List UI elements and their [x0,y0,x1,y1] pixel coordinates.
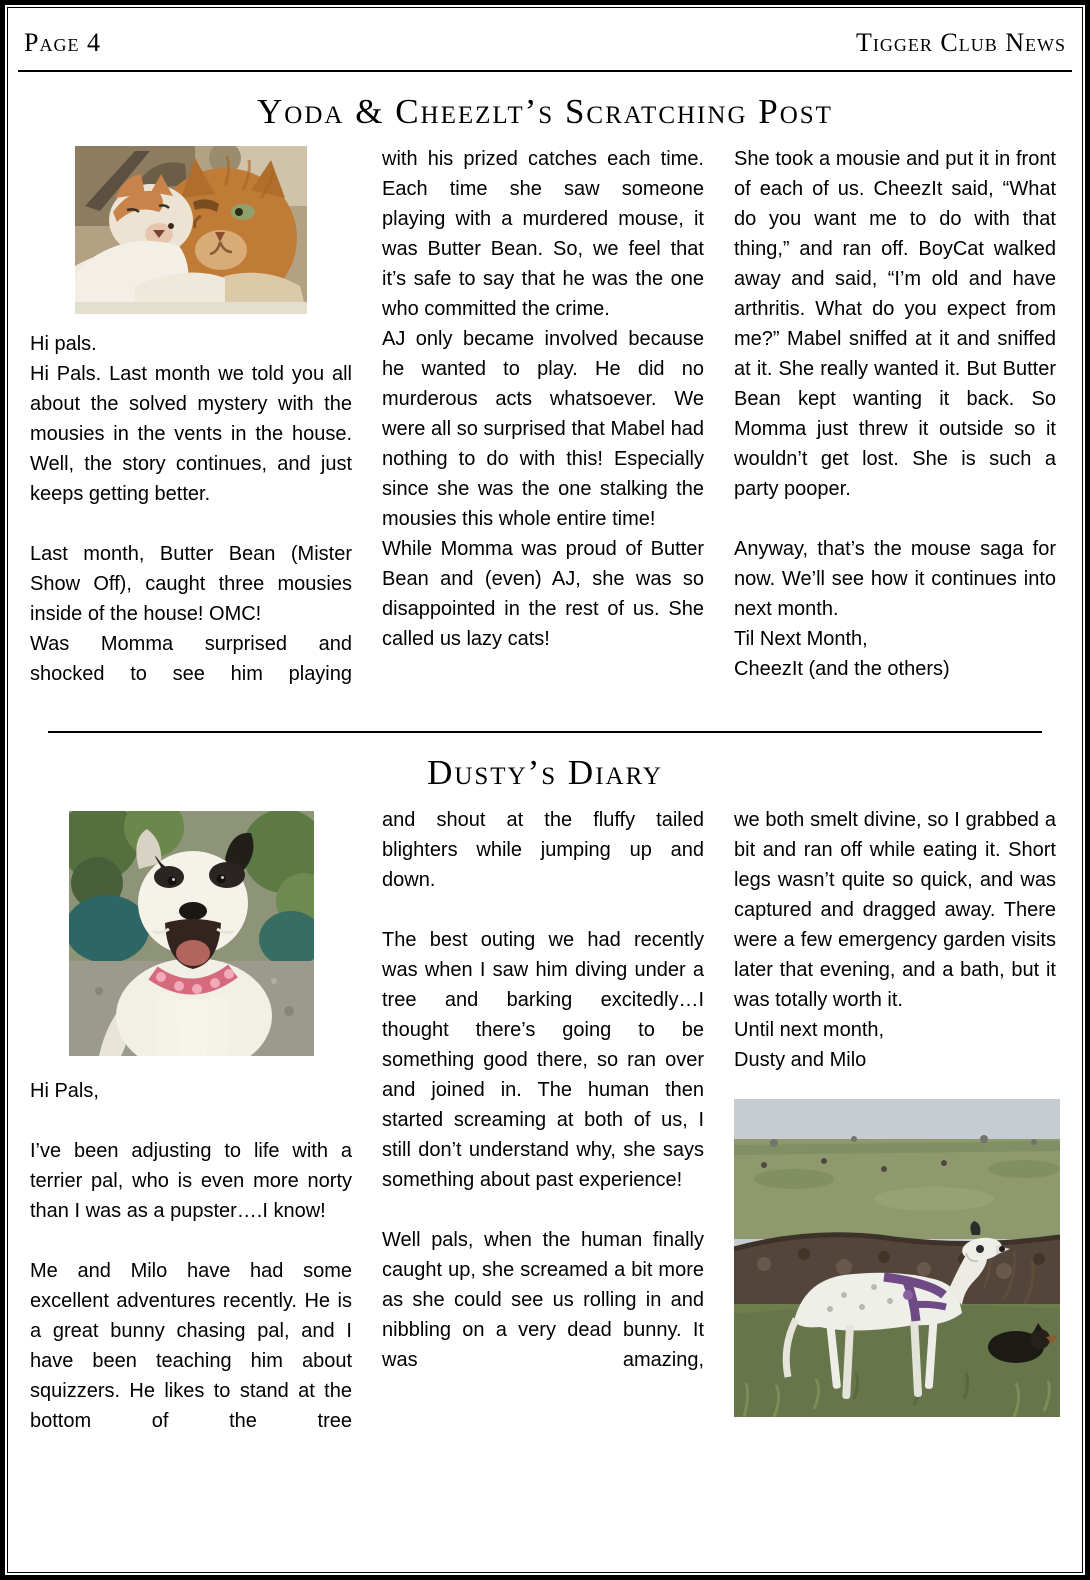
paragraph: Well pals, when the human finally caught up, she screamed a bit more as she could see us rolling in and nibbling on a very dead bunny. It was amazing, [382,1229,704,1371]
page-header [8,8,1082,62]
paragraph: I’ve been adjusting to life with a terrier pal, who is even more norty than I was as a pupster….I know! [30,1140,352,1222]
cats-photo [75,146,307,314]
paragraph: She took a mousie and put it in front of each of us. CheezIt said, “What do you want me to do with that thing,” and ran off. BoyCat walked away and said, “I’m old and have arthritis. What do you expect from me?” Mabel sniffed at it and sniffed at it. She really wanted it. But Butter Bean kept wanting it back. So Momma just threw it outside so it wouldn’t get lost. She is such a party pooper. [734,148,1056,500]
paragraph: and shout at the fluffy tailed blighters while jumping up and down. [382,809,704,891]
article-dustys-diary [8,753,1082,1436]
paragraph: Hi Pals. Last month we told you all about the solved mystery with the mousies in the vents in the house. Well, the story continues, and just keeps getting better. [30,363,352,505]
paragraph: While Momma was proud of Butter Bean and (even) AJ, she was so disappointed in the rest of us. She called us lazy cats! [382,538,704,650]
paragraph: AJ only became involved because he wanted to play. He did no murderous acts whatsoever. We were all so surprised that Mabel had nothing to do with this! Especially since she was the one stalking the mousies this whole entire time! [382,328,704,530]
dusty-photo [69,811,314,1056]
article-title: Dusty’s Diary [427,753,663,792]
paragraph: we both smelt divine, so I grabbed a bit and ran off while eating it. Short legs wasn’t quite so quick, and was captured and dragged away. There were a few emergency garden visits later that evening, and a bath, but it was totally worth it. [734,809,1056,1011]
article-columns [8,805,1082,1436]
paragraph: Hi Pals, [30,1080,99,1102]
paragraph: The best outing we had recently was when I saw him diving under a tree and barking excitedly…I thought there’s going to be something good there, so ran over and joined in. The human then started screaming at both of us, I still don’t understand why, she says something about past experience! [382,929,704,1191]
paragraph: Until next month, [734,1019,885,1041]
paragraph: CheezIt (and the others) [734,658,950,680]
article-title: Yoda & Cheezlt’s Scratching Post [257,92,833,131]
paragraph: with his prized catches each time. Each time she saw someone playing with a murdered mouse, it was Butter Bean. So, we feel that it’s safe to say that he was the one who committed the crime. [382,148,704,320]
newsletter-name: Tigger Club News [856,28,1066,57]
header-rule [18,70,1072,72]
field-walk-photo-graphic [734,1099,1060,1417]
column-3 [734,144,1056,689]
column-1 [30,805,352,1436]
paragraph: Til Next Month, [734,628,868,650]
page-inner-frame [7,7,1083,1573]
field-walk-photo [734,1099,1060,1417]
paragraph: Was Momma surprised and shocked to see him playing [30,633,352,685]
cats-photo-graphic [75,146,307,314]
paragraph: Hi pals. [30,333,97,355]
paragraph: Last month, Butter Bean (Mister Show Off), caught three mousies inside of the house! OMC! [30,543,352,625]
paragraph: Me and Milo have had some excellent adventures recently. He is a great bunny chasing pal, and I have been teaching him about squizzers. He likes to stand at the bottom of the tree [30,1260,352,1432]
column-2 [382,144,704,689]
column-3 [734,805,1056,1436]
page-number: Page 4 [24,28,101,57]
article-columns [8,144,1082,689]
paragraph: Anyway, that’s the mouse saga for now. We’ll see how it continues into next month. [734,538,1056,620]
column-2 [382,805,704,1436]
paragraph: Dusty and Milo [734,1049,867,1071]
article-scratching-post [8,92,1082,689]
section-divider [48,731,1042,733]
column-1 [30,144,352,689]
dusty-photo-graphic [69,811,314,1056]
